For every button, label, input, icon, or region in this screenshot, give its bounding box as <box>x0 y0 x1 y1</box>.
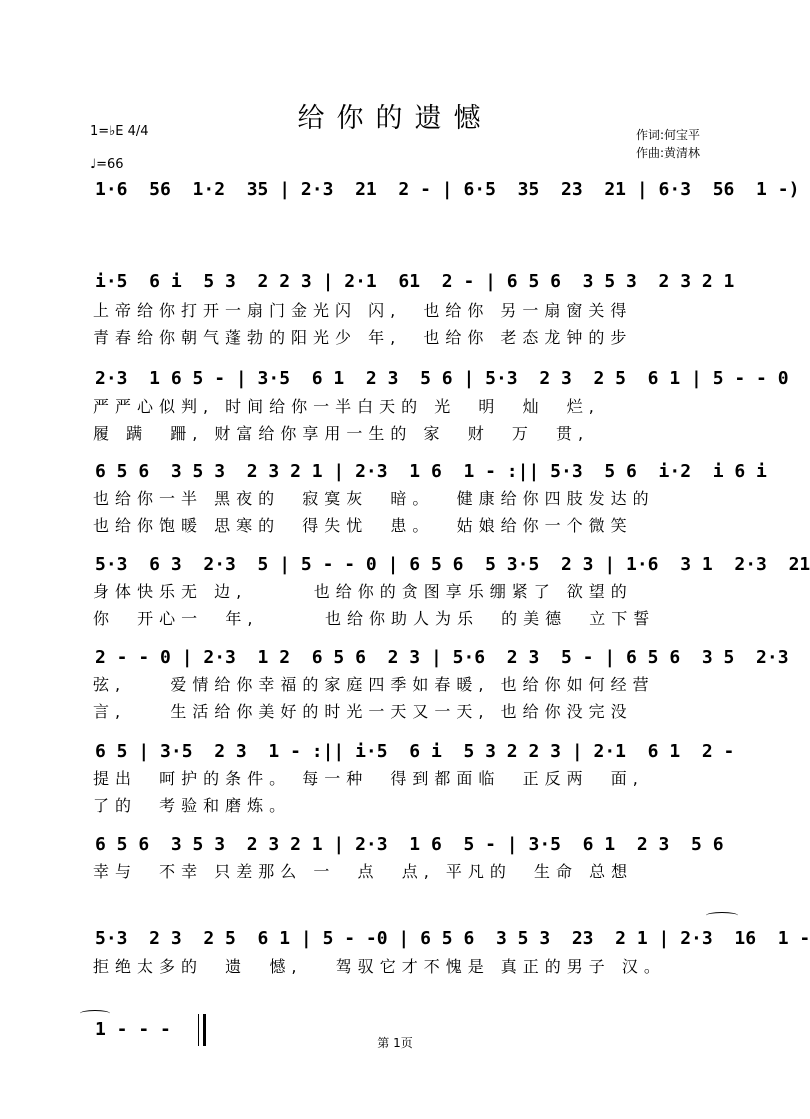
lyric-line: 履 蹒 跚, 财富给你享用一生的 家 财 万 贯, <box>93 424 590 443</box>
page-number: 第 1页 <box>377 1036 413 1050</box>
notation-row: 1 - - - <box>95 1019 171 1040</box>
lyric-line: 拒绝太多的 遗 憾, 驾驭它才不愧是 真正的男子 汉。 <box>93 957 666 976</box>
lyricist-credit: 作词:何宝平 <box>636 128 701 142</box>
notation-row: 6 5 | 3·5 2 3 1 - :|| i·5 6 i 5 3 2 2 3 | 2·1 6 1 2 - <box>95 741 735 762</box>
lyric-line: 弦, 爱情给你幸福的家庭四季如春暖, 也给你如何经营 <box>93 675 655 694</box>
lyric-line: 言, 生活给你美好的时光一天又一天, 也给你没完没 <box>93 702 633 721</box>
lyric-line: 幸与 不幸 只差那么 一 点 点, 平凡的 生命 总想 <box>93 862 634 881</box>
lyric-line: 你 开心一 年, 也给你助人为乐 的美德 立下誓 <box>93 609 656 628</box>
notation-row: 1·6 56 1·2 35 | 2·3 21 2 - | 6·5 35 23 21 | 6·3 56 1 -) <box>95 179 800 200</box>
notation-row: 2·3 1 6 5 - | 3·5 6 1 2 3 5 6 | 5·3 2 3 2 5 6 1 | 5 - - 0 <box>95 368 789 389</box>
notation-row: i·5 6 i 5 3 2 2 3 | 2·1 61 2 - | 6 5 6 3 5 3 2 3 2 1 <box>95 271 735 292</box>
lyric-line: 了的 考验和磨炼。 <box>93 796 292 815</box>
lyric-line: 也给你饱暖 思寒的 得失忧 患。 姑娘给你一个微笑 <box>93 516 633 535</box>
tempo-marking: ♩=66 <box>90 157 124 172</box>
notation-row: 6 5 6 3 5 3 2 3 2 1 | 2·3 1 6 1 - :|| 5·3 5 6 i·2 i 6 i <box>95 461 767 482</box>
key-signature: 1=♭E 4/4 <box>90 124 149 139</box>
lyric-line: 上帝给你打开一扇门金光闪 闪, 也给你 另一扇窗关得 <box>93 301 633 320</box>
song-title: 给你的遗憾 <box>297 103 493 134</box>
notation-row: 5·3 6 3 2·3 5 | 5 - - 0 | 6 5 6 5 3·5 2 3 | 1·6 3 1 2·3 21 <box>95 554 810 575</box>
composer-credit: 作曲:黄清林 <box>636 146 701 160</box>
notation-row: 5·3 2 3 2 5 6 1 | 5 - -0 | 6 5 6 3 5 3 23 2 1 | 2·3 16 1 - <box>95 928 810 949</box>
tie-mark <box>80 1010 110 1017</box>
notation-row: 2 - - 0 | 2·3 1 2 6 5 6 2 3 | 5·6 2 3 5 - | 6 5 6 3 5 2·3 <box>95 647 789 668</box>
lyric-line: 身体快乐无 边, 也给你的贪图享乐绷紧了 欲望的 <box>93 582 633 601</box>
lyric-line: 也给你一半 黑夜的 寂寞灰 暗。 健康给你四肢发达的 <box>93 489 655 508</box>
tie-mark <box>706 912 738 919</box>
notation-row: 6 5 6 3 5 3 2 3 2 1 | 2·3 1 6 5 - | 3·5 6 1 2 3 5 6 <box>95 834 724 855</box>
lyric-line: 提出 呵护的条件。 每一种 得到都面临 正反两 面, <box>93 769 644 788</box>
lyric-line: 青春给你朝气蓬勃的阳光少 年, 也给你 老态龙钟的步 <box>93 328 633 347</box>
lyric-line: 严严心似判, 时间给你一半白天的 光 明 灿 烂, <box>93 397 600 416</box>
